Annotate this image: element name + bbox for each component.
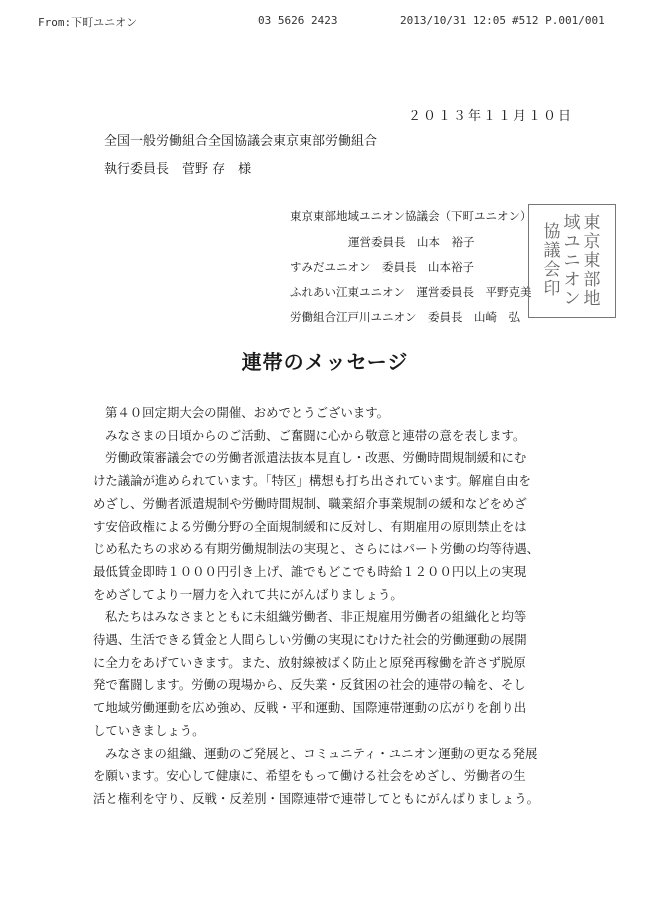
p3-line: 最低賃金即時１０００円引き上げ、誰でもどこでも時給１２００円以上の実現 [93,563,527,579]
p4-line: 発で奮闘します。労働の現場から、反失業・反貧困の社会的連帯の輪を、そし [93,677,526,693]
fax-from: From:下町ユニオン [38,16,138,29]
paragraph-3 [93,447,568,606]
paragraph-1: 第４０回定期大会の開催、おめでとうございます。 [105,405,389,420]
p3-line: す安倍政権による労働分野の全面規制緩和に反対し、有期雇用の原則禁止をは [93,518,527,534]
page-title: 連帯のメッセージ [241,350,409,374]
p4-line: に全力をあげていきます。また、放射線被ばく防止と原発再稼働を許さず脱原 [93,654,526,670]
addressee-org: 全国一般労働組合全国協議会東京東部労働組合 [104,134,378,149]
letter-date: ２０１３年１１月１０日 [408,109,574,124]
fax-page: #512 P.001/001 [512,14,605,27]
paragraph-2: みなさまの日頃からのご活動、ご奮闘に心から敬意と連帯の意を表します。 [105,427,526,443]
p3-line: 労働政策審議会での労働者派遣法抜本見直し・改悪、労働時間規制緩和にむ [105,450,527,466]
p4-line: していきましょう。 [93,722,205,738]
p4-line: 待遇、生活できる賃金と人間らしい労働の実現にむけた社会的労働運動の展開 [93,632,527,648]
sender-council-chair: 運営委員長 山本 裕子 [348,235,475,249]
p5-line: 活と権利を守り、反戦・反差別・国際連帯で連帯してともにがんばりましょう。 [93,790,540,806]
p5-line: みなさまの組織、運動のご発展と、コミュニティ・ユニオン運動の更なる発展 [105,745,538,761]
sender-edogawa: 労働組合江戸川ユニオン 委員長 山崎 弘 [290,310,520,324]
p3-line: じめ私たちの求める有期労働規制法の実現と、さらにはパート労働の均等待遇、 [93,541,540,557]
message-body [93,402,568,811]
p3-line: めざし、労働者派遣規制や労働時間規制、職業紹介事業規制の緩和などをめざ [93,495,527,511]
p4-line: て地域労働運動を広め強め、反戦・平和運動、国際連帯運動の広がりを創り出 [93,700,527,716]
paragraph-4 [93,606,568,742]
sender-fureai-koto: ふれあい江東ユニオン 運営委員長 平野克美 [290,285,532,299]
p3-line: けた議論が進められています。「特区」構想も打ち出されています。解雇自由を [93,473,531,489]
organization-seal: 東 京 東 部 地 域 ユ ニ オ ン 協 議 会 印 [528,204,616,318]
p4-line: 私たちはみなさまとともに未組織労働者、非正規雇用労働者の組織化と均等 [105,609,527,625]
p3-line: をめざしてより一層力を入れて共にがんばりましょう。 [93,586,403,602]
fax-datetime: 2013/10/31 12:05 [400,14,506,27]
fax-phone: 03 5626 2423 [258,14,338,27]
p5-line: を願います。安心して健康に、希望をもって働ける社会をめざし、労働者の生 [93,768,526,784]
sender-sumida: すみだユニオン 委員長 山本裕子 [290,260,474,274]
paragraph-5 [93,743,568,811]
sender-council: 東京東部地域ユニオン協議会（下町ユニオン） [290,209,532,223]
addressee-person: 執行委員長 菅野 存 様 [104,162,252,177]
